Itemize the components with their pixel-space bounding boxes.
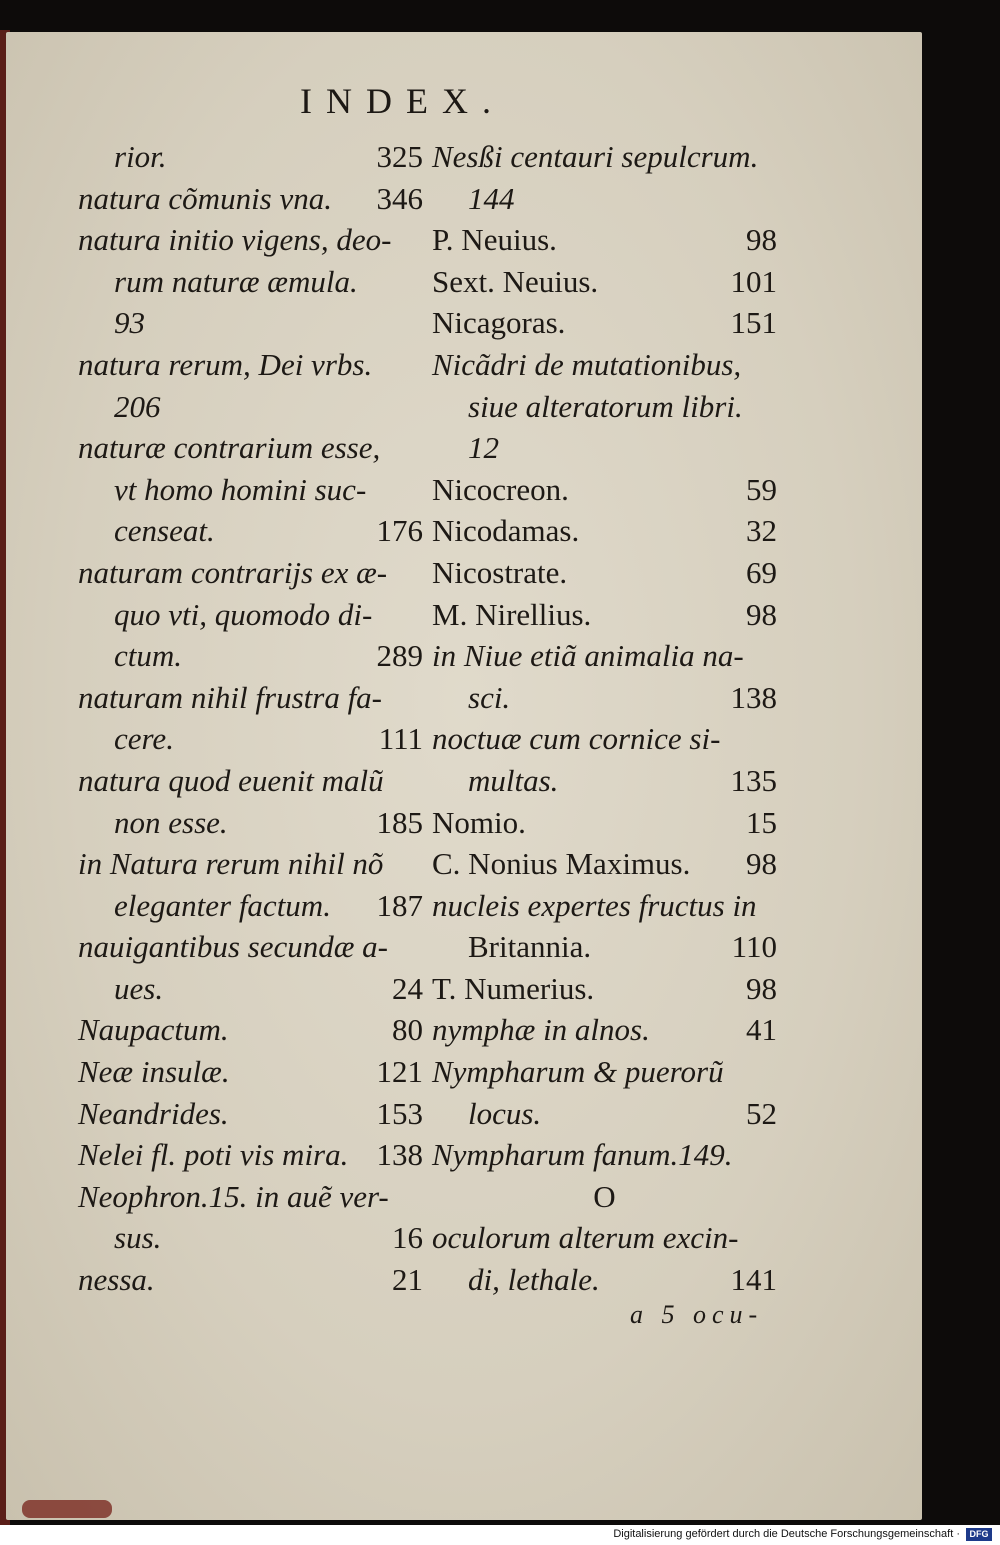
entry-page-number: 98 [746,970,777,1006]
entry-page-number: 185 [376,804,423,840]
entry-text: ctum. [114,638,183,674]
index-entry [432,677,777,719]
entry-page-number: 110 [731,929,777,965]
index-entry [78,219,423,261]
entry-text: Nicocreon. [432,471,569,507]
index-entry [432,1259,777,1301]
footer-credit: Digitalisierung gefördert durch die Deutsche Forschungsgemeinschaft · [613,1528,960,1540]
entry-text: ues. [114,970,164,1006]
entry-page-number: 151 [730,305,777,341]
entry-page-number: 135 [730,762,777,798]
entry-page-number: 289 [376,638,423,674]
index-entry [432,718,777,760]
index-entry [432,1051,777,1093]
index-entry [78,261,423,303]
index-entry [432,1217,777,1259]
entry-text: M. Nirellius. [432,596,592,632]
index-entry [432,926,777,968]
entry-page-number: 98 [746,846,777,882]
entry-text: eleganter factum. [114,887,331,923]
index-entry [432,1134,777,1176]
entry-page-number: 52 [746,1095,777,1131]
entry-page-number: 41 [746,1012,777,1048]
entry-text: Nicagoras. [432,305,566,341]
entry-page-number: 24 [392,970,423,1006]
catchword: a 5 ocu- [630,1300,764,1329]
entry-text: Nicostrate. [432,554,568,590]
index-entry [78,1217,423,1259]
index-entry [78,843,423,885]
index-entry [432,178,777,220]
index-entry [78,760,423,802]
entry-text: noctuæ cum cornice si- [432,721,721,757]
page-title: INDEX. [300,81,505,121]
index-entry [432,469,777,511]
entry-page-number: 98 [746,596,777,632]
entry-page-number: 16 [392,1220,423,1256]
entry-page-number: 32 [746,513,777,549]
index-entry [78,136,423,178]
entry-text: O [593,1178,616,1214]
entry-text: 12 [468,430,499,466]
index-entry [78,968,423,1010]
index-entry [78,510,423,552]
entry-text: 206 [114,388,161,424]
entry-page-number: 21 [392,1262,423,1298]
entry-text: nymphæ in alnos. [432,1012,650,1048]
entry-text: locus. [468,1095,542,1131]
index-entry [432,635,777,677]
entry-text: quo vti, quomodo di- [114,596,373,632]
index-entry [78,635,423,677]
index-entry [432,1009,777,1051]
entry-text: naturæ contrarium esse, [78,430,381,466]
entry-text: censeat. [114,513,215,549]
index-column-right [432,136,777,1301]
entry-text: Nympharum fanum.149. [432,1137,733,1173]
entry-text: Britannia. [468,929,592,965]
index-entry [432,136,777,178]
index-entry [432,594,777,636]
dfg-logo-icon: DFG [966,1528,992,1541]
index-entry [78,802,423,844]
entry-page-number: 346 [376,180,423,216]
entry-page-number: 69 [746,554,777,590]
index-entry [78,885,423,927]
entry-text: natura quod euenit malũ [78,762,384,798]
entry-text: natura cõmunis vna. [78,180,333,216]
index-entry [78,1009,423,1051]
entry-text: Neandrides. [78,1095,229,1131]
entry-text: Nympharum & puerorũ [432,1054,724,1090]
entry-text: sci. [468,679,511,715]
entry-page-number: 325 [376,139,423,174]
page-stain [22,1500,112,1518]
entry-text: multas. [468,762,559,798]
index-entry [432,219,777,261]
index-entry [432,302,777,344]
index-entry [432,968,777,1010]
entry-page-number: 138 [730,679,777,715]
entry-text: Sext. Neuius. [432,263,599,299]
index-entry [78,1259,423,1301]
index-entry [78,677,423,719]
entry-text: di, lethale. [468,1262,600,1298]
entry-text: sus. [114,1220,162,1256]
entry-text: Nomio. [432,804,526,840]
entry-page-number: 101 [730,263,777,299]
entry-text: rum naturæ æmula. [114,263,358,299]
entry-text: Nicãdri de mutationibus, [432,346,742,382]
index-entry [432,1093,777,1135]
entry-text: T. Numerius. [432,970,595,1006]
index-entry [432,885,777,927]
entry-page-number: 138 [376,1137,423,1173]
index-entry [432,760,777,802]
index-entry [78,178,423,220]
index-entry [432,386,777,428]
index-entry [432,427,777,469]
index-entry [78,302,423,344]
entry-text: in Natura rerum nihil nõ [78,846,384,882]
entry-page-number: 176 [376,513,423,549]
entry-text: Neæ insulæ. [78,1054,230,1090]
entry-text: nauigantibus secundæ a- [78,929,388,965]
entry-page-number: 141 [730,1262,777,1298]
index-entry [78,386,423,428]
index-entry [78,344,423,386]
index-entry [432,802,777,844]
entry-page-number: 59 [746,471,777,507]
index-entry [78,469,423,511]
entry-page-number: 121 [376,1054,423,1090]
entry-text: siue alteratorum libri. [468,388,743,424]
index-entry [78,1051,423,1093]
entry-text: Nelei fl. poti vis mira. [78,1137,349,1173]
entry-text: Nesßi centauri sepulcrum. [432,139,759,174]
entry-page-number: 187 [376,887,423,923]
entry-text: 144 [468,180,515,216]
footer-bar [0,1525,1000,1545]
index-entry [78,718,423,760]
entry-text: naturam nihil frustra fa- [78,679,383,715]
index-column-left [78,136,423,1301]
entry-text: rior. [114,139,167,174]
index-entry [78,594,423,636]
entry-text: Nicodamas. [432,513,580,549]
index-entry [78,427,423,469]
entry-text: natura initio vigens, deo- [78,222,392,258]
entry-text: natura rerum, Dei vrbs. [78,346,373,382]
index-entry [432,261,777,303]
entry-text: cere. [114,721,174,757]
index-entry [432,552,777,594]
entry-page-number: 153 [376,1095,423,1131]
entry-text: in Niue etiã animalia na- [432,638,744,674]
index-entry [78,926,423,968]
entry-text: 93 [114,305,145,341]
entry-text: non esse. [114,804,228,840]
index-entry [432,1176,777,1218]
index-entry [432,510,777,552]
index-entry [78,1093,423,1135]
entry-page-number: 15 [746,804,777,840]
index-entry [78,1176,423,1218]
entry-text: oculorum alterum excin- [432,1220,739,1256]
entry-text: nessa. [78,1262,155,1298]
entry-text: C. Nonius Maximus. [432,846,691,882]
entry-text: Neophron.15. in auẽ ver- [78,1178,389,1214]
index-entry [78,552,423,594]
entry-text: nucleis expertes fructus in [432,887,757,923]
index-entry [78,1134,423,1176]
entry-page-number: 80 [392,1012,423,1048]
entry-text: Naupactum. [78,1012,229,1048]
entry-text: P. Neuius. [432,222,557,258]
entry-page-number: 98 [746,222,777,258]
entry-page-number: 111 [378,721,423,757]
index-entry [432,843,777,885]
entry-text: vt homo homini suc- [114,471,367,507]
index-entry [432,344,777,386]
entry-text: naturam contrarijs ex æ- [78,554,388,590]
